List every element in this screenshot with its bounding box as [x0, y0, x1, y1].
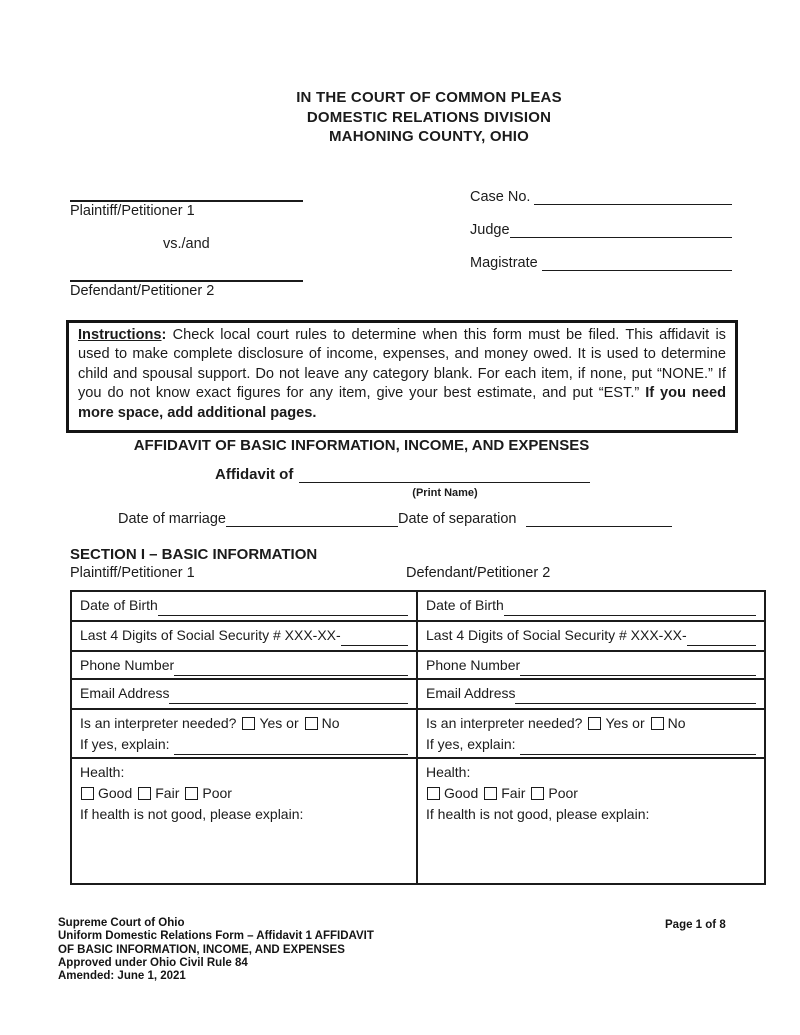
section-i-heading: SECTION I – BASIC INFORMATION: [70, 546, 318, 563]
footer-amended-date: Amended: June 1, 2021: [58, 970, 186, 983]
ssn-line-p1[interactable]: [341, 629, 408, 646]
date-of-separation-label: Date of separation: [398, 511, 521, 527]
dob-line-p2[interactable]: [504, 599, 756, 616]
health-good-label-p2: Good: [444, 785, 479, 801]
table-row-phone: [71, 651, 765, 679]
health-good-checkbox-p1[interactable]: [81, 787, 94, 800]
interpreter-cell-p2: [417, 709, 765, 758]
dob-cell-p1: [71, 591, 417, 621]
page-footer: [58, 917, 374, 983]
health-cell-p1: [71, 758, 417, 884]
phone-cell-p2: [417, 651, 765, 679]
interpreter-no-label-p2: No: [667, 715, 686, 731]
judge-field: [470, 220, 732, 238]
phone-line-p1[interactable]: [174, 659, 408, 676]
phone-cell-p1: [71, 651, 417, 679]
interpreter-no-checkbox-p2[interactable]: [651, 717, 664, 730]
email-label-p1: Email Address: [80, 685, 170, 701]
interpreter-cell-p1: [71, 709, 417, 758]
page-number: Page 1 of 8: [665, 919, 726, 931]
interpreter-explain-line-p2[interactable]: [520, 738, 757, 755]
date-of-marriage-line[interactable]: [226, 511, 398, 527]
instructions-colon: :: [161, 327, 173, 343]
division-name: DOMESTIC RELATIONS DIVISION: [306, 108, 552, 126]
court-name: IN THE COURT OF COMMON PLEAS: [296, 89, 562, 106]
health-label-p2: Health:: [426, 764, 471, 780]
interpreter-yes-checkbox-p2[interactable]: [588, 717, 601, 730]
document-title: AFFIDAVIT OF BASIC INFORMATION, INCOME, AND EXPENSES: [133, 437, 590, 454]
affiant-name-line[interactable]: [299, 467, 590, 483]
footer-form-name-2: OF BASIC INFORMATION, INCOME, AND EXPENSES: [58, 943, 345, 956]
interpreter-yes-label-p2: Yes or: [605, 715, 645, 731]
email-label-p2: Email Address: [426, 685, 516, 701]
phone-label-p1: Phone Number: [80, 657, 175, 673]
email-cell-p2: [417, 679, 765, 709]
court-header: [72, 88, 786, 147]
dob-label-p1: Date of Birth: [80, 597, 158, 613]
health-label-p1: Health:: [80, 764, 125, 780]
interpreter-yes-label-p1: Yes or: [259, 715, 299, 731]
health-explain-label-p2: If health is not good, please explain:: [426, 806, 650, 822]
health-poor-checkbox-p2[interactable]: [531, 787, 544, 800]
interpreter-yes-checkbox-p1[interactable]: [242, 717, 255, 730]
date-of-marriage-label: Date of marriage: [118, 511, 226, 527]
interpreter-question-p1: Is an interpreter needed?: [80, 715, 237, 731]
magistrate-label: Magistrate: [470, 255, 538, 271]
health-fair-checkbox-p1[interactable]: [138, 787, 151, 800]
judge-label: Judge: [470, 222, 510, 238]
interpreter-no-checkbox-p1[interactable]: [305, 717, 318, 730]
affidavit-of-field: [215, 465, 590, 483]
footer-court-name: Supreme Court of Ohio: [58, 917, 185, 929]
affidavit-of-label: Affidavit of: [215, 466, 294, 483]
ssn-cell-p1: [71, 621, 417, 651]
vs-and-label: vs./and: [163, 236, 210, 252]
health-cell-p2: [417, 758, 765, 884]
case-number-line[interactable]: [534, 189, 732, 205]
table-row-ssn: [71, 621, 765, 651]
email-line-p2[interactable]: [515, 687, 756, 704]
date-of-separation-line[interactable]: [526, 511, 672, 527]
defendant-name-line[interactable]: [70, 264, 303, 282]
instructions-heading: Instructions: [78, 327, 162, 343]
dob-label-p2: Date of Birth: [426, 597, 504, 613]
health-poor-label-p2: Poor: [548, 785, 578, 801]
footer-form-name-1: Uniform Domestic Relations Form – Affidavit 1 AFFIDAVIT: [58, 930, 374, 943]
table-row-email: [71, 679, 765, 709]
table-row-health: [71, 758, 765, 884]
health-poor-label-p1: Poor: [202, 785, 232, 801]
plaintiff-label: Plaintiff/Petitioner 1: [70, 203, 195, 219]
column-header-plaintiff: Plaintiff/Petitioner 1: [70, 565, 195, 581]
dob-line-p1[interactable]: [158, 599, 408, 616]
ssn-cell-p2: [417, 621, 765, 651]
table-row-dob: [71, 591, 765, 621]
footer-rule: Approved under Ohio Civil Rule 84: [58, 956, 248, 969]
ssn-label-p2: Last 4 Digits of Social Security # XXX-XX-: [426, 627, 687, 643]
health-fair-label-p2: Fair: [501, 785, 526, 801]
magistrate-line[interactable]: [542, 255, 732, 271]
instructions-body: Check local court rules to determine when this form must be filed. This affidavit is used to make complete disclosure of income, expenses, and money owed. It is used to determine child and spousal support. Do not leave any category blank. For each item, if none, put “NONE.” If you do not know exact figures for any item, give your best estimate, and put “EST.”: [78, 327, 726, 402]
interpreter-explain-line-p1[interactable]: [174, 738, 409, 755]
if-yes-label-p2: If yes, explain:: [426, 736, 516, 752]
print-name-hint: (Print Name): [412, 487, 478, 499]
health-fair-label-p1: Fair: [155, 785, 180, 801]
dates-field: [118, 509, 672, 527]
interpreter-no-label-p1: No: [321, 715, 340, 731]
interpreter-question-p2: Is an interpreter needed?: [426, 715, 583, 731]
basic-info-table: [70, 590, 766, 885]
column-header-defendant: Defendant/Petitioner 2: [406, 565, 551, 581]
health-poor-checkbox-p1[interactable]: [185, 787, 198, 800]
health-fair-checkbox-p2[interactable]: [484, 787, 497, 800]
health-explain-label-p1: If health is not good, please explain:: [80, 806, 304, 822]
magistrate-field: [470, 253, 732, 271]
ssn-label-p1: Last 4 Digits of Social Security # XXX-XX-: [80, 627, 341, 643]
instructions-box: [66, 320, 738, 433]
if-yes-label-p1: If yes, explain:: [80, 736, 170, 752]
health-good-checkbox-p2[interactable]: [427, 787, 440, 800]
instructions-bold-note: If you need more space, add additional pages.: [78, 385, 726, 421]
defendant-label: Defendant/Petitioner 2: [70, 283, 215, 299]
dob-cell-p2: [417, 591, 765, 621]
table-row-interpreter: [71, 709, 765, 758]
case-number-label: Case No.: [470, 189, 531, 205]
county-name: MAHONING COUNTY, OHIO: [328, 128, 530, 145]
judge-line[interactable]: [510, 222, 732, 238]
phone-line-p2[interactable]: [520, 659, 756, 676]
phone-label-p2: Phone Number: [426, 657, 521, 673]
health-good-label-p1: Good: [98, 785, 133, 801]
ssn-line-p2[interactable]: [687, 629, 756, 646]
email-line-p1[interactable]: [169, 687, 408, 704]
plaintiff-name-line[interactable]: [70, 184, 303, 202]
case-number-field: [470, 187, 732, 205]
email-cell-p1: [71, 679, 417, 709]
